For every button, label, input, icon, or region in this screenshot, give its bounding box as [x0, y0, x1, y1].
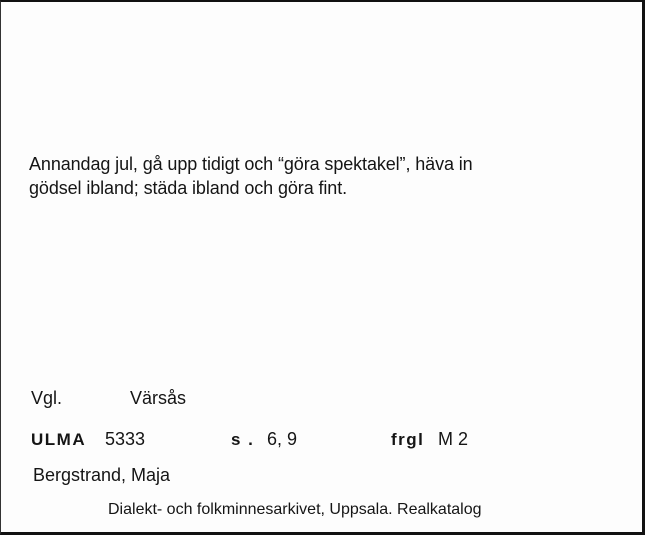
ulma-number: 5333	[105, 429, 146, 449]
informant-name: Bergstrand, Maja	[33, 465, 171, 485]
archive-footer: Dialekt- och folkminnesarkivet, Uppsala. Realkatalog	[108, 501, 482, 518]
frgl-label: frgl	[391, 430, 425, 449]
ulma-label: ULMA	[31, 430, 87, 449]
frgl-value: M 2	[438, 429, 469, 449]
record-text	[29, 152, 599, 200]
vgl-label: Vgl.	[31, 388, 63, 408]
page-value: 6, 9	[267, 429, 298, 449]
record-text-line: Annandag jul, gå upp tidigt och “göra spektakel”, häva in	[29, 154, 473, 174]
page-label: s .	[231, 430, 255, 449]
vgl-value: Värsås	[130, 388, 187, 408]
record-text-line: gödsel ibland; städa ibland och göra fint.	[29, 178, 348, 198]
